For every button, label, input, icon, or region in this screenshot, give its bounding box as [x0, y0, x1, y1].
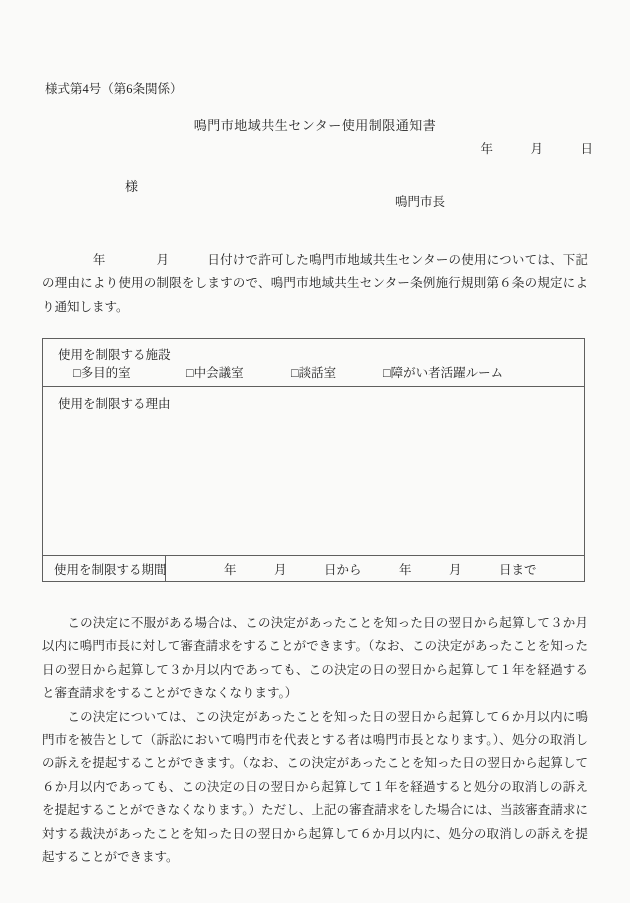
lawsuit-note-paragraph: この決定については、この決定があったことを知った日の翌日から起算して６か月以内に鳴門市を被告として（訴訟において鳴門市を代表とする者は鳴門市長となります。）、処分の取消しの訴えを提起することができます。（なお、この決定があったことを知った日の翌日から起算して６か月以内であっても、この決定の日の翌日から起算して１年を経過すると処分の取消しの訴えを提起することができなくなります。）ただし、上記の審査請求をした場合には、当該審査請求に対する裁決があったことを知った日の翌日から起算して６か月以内に、処分の取消しの訴えを提起することができます。: [42, 709, 588, 865]
facility-row-label: 使用を制限する施設: [58, 348, 171, 362]
sender-title: 鳴門市長: [395, 195, 446, 209]
checkbox-label: 談話室: [298, 366, 337, 380]
checkbox-icon: □: [73, 366, 81, 380]
period-row: [43, 555, 584, 581]
period-row-label: 使用を制限する期間: [43, 556, 166, 581]
document-title: 鳴門市地域共生センター使用制限通知書: [193, 118, 437, 133]
appeal-note-paragraph: この決定に不服がある場合は、この決定があったことを知った日の翌日から起算して３か月以内に鳴門市長に対して審査請求をすることができます。（なお、この決定があったことを知った日の翌日から起算して３か月以内であっても、この決定の日の翌日から起算して１年を経過すると審査請求をすることができなくなります。）: [42, 616, 588, 701]
checkbox-icon: □: [383, 366, 391, 380]
date-blank-line: 年 月 日: [480, 142, 593, 156]
checkbox-label: 中会議室: [193, 366, 244, 380]
checkbox-option-multipurpose-room[interactable]: [73, 363, 131, 381]
period-blank-value: 年 月 日から 年 月 日まで: [224, 562, 537, 577]
reason-row: [43, 386, 584, 555]
facility-checkbox-line: [43, 363, 584, 383]
form-number: 様式第4号（第6条関係）: [45, 82, 183, 96]
reason-row-label: 使用を制限する理由: [58, 397, 171, 411]
checkbox-label: 障がい者活躍ルーム: [390, 366, 504, 380]
checkbox-icon: □: [186, 366, 194, 380]
facility-row: [43, 339, 584, 386]
checkbox-option-lounge-room[interactable]: [291, 363, 336, 381]
checkbox-label: 多目的室: [80, 366, 131, 380]
intro-paragraph: 年 月 日付けで許可した鳴門市地域共生センターの使用については、下記の理由により使用の制限をしますので、鳴門市地域共生センター条例施行規則第６条の規定により通知します。: [42, 253, 588, 314]
addressee-honorific: 様: [125, 179, 139, 194]
restriction-table: [42, 338, 585, 582]
appeal-notes: [42, 612, 588, 869]
checkbox-icon: □: [291, 366, 299, 380]
checkbox-option-disability-activity-room[interactable]: [383, 363, 503, 381]
checkbox-option-medium-meeting-room[interactable]: [186, 363, 244, 381]
